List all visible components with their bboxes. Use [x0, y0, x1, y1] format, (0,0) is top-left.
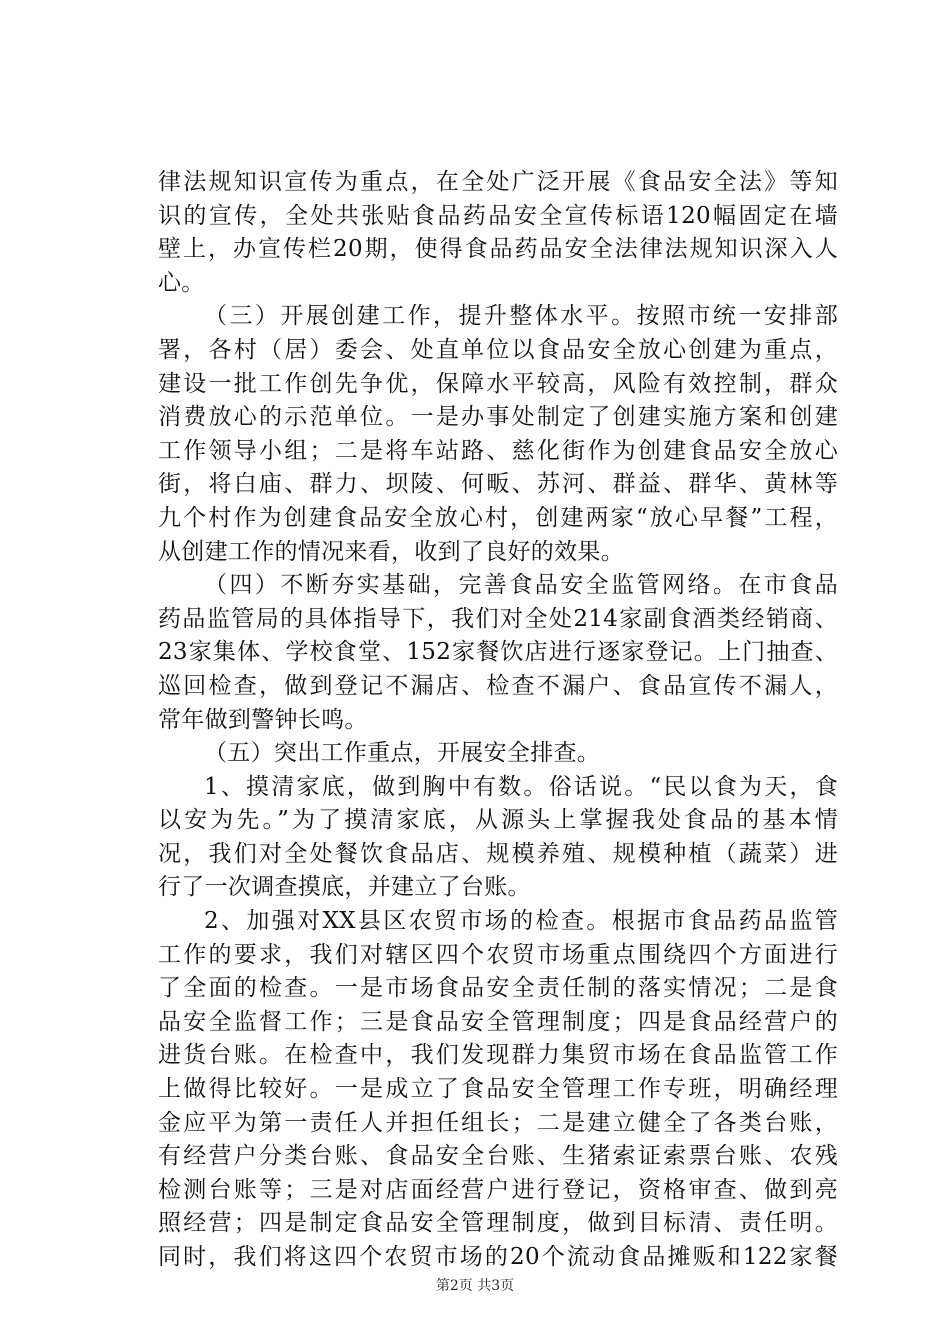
text-line: 有经营户分类台账、食品安全台账、生猪索证索票台账、农残	[158, 1143, 838, 1170]
page-footer: 第2页 共3页	[435, 1278, 515, 1294]
text-line: 检测台账等；三是对店面经营户进行登记，资格审查、做到亮	[158, 1176, 838, 1203]
text-line: 巡回检查，做到登记不漏店、检查不漏户、食品宣传不漏人，	[158, 672, 838, 699]
text-line: 金应平为第一责任人并担任组长；二是建立健全了各类台账，	[158, 1109, 838, 1136]
document-body	[158, 166, 838, 1275]
text-line: 行了一次调查摸底，并建立了台账。	[158, 874, 531, 901]
text-line: 从创建工作的情况来看，收到了良好的效果。	[158, 538, 624, 565]
text-line: 况，我们对全处餐饮食品店、规模养殖、规模种植（蔬菜）进	[158, 840, 838, 867]
text-line: 壁上，办宣传栏20期，使得食品药品安全法律法规知识深入人	[158, 236, 838, 263]
text-line: 上做得比较好。一是成立了食品安全管理工作专班，明确经理	[158, 1076, 838, 1103]
text-line: 同时，我们将这四个农贸市场的20个流动食品摊贩和122家餐	[158, 1244, 838, 1270]
text-line: 品安全监督工作；三是食品安全管理制度；四是食品经营户的	[158, 1008, 838, 1035]
text-line: （五）突出工作重点，开展安全排查。	[204, 740, 601, 767]
text-line: 工作领导小组；二是将车站路、慈化街作为创建食品安全放心	[158, 437, 838, 464]
text-line: 了全面的检查。一是市场食品安全责任制的落实情况；二是食	[158, 975, 838, 1002]
text-line: 2、加强对XX县区农贸市场的检查。根据市食品药品监管	[204, 908, 838, 935]
text-line: 药品监管局的具体指导下，我们对全处214家副食酒类经销商、	[158, 605, 838, 632]
text-line: 常年做到警钟长鸣。	[158, 706, 368, 733]
text-line: 律法规知识宣传为重点，在全处广泛开展《食品安全法》等知	[158, 169, 838, 195]
text-line: 署，各村（居）委会、处直单位以食品安全放心创建为重点，	[158, 336, 838, 363]
text-line: 1、摸清家底，做到胸中有数。俗话说。“民以食为天，食	[204, 773, 838, 800]
text-line: 九个村作为创建食品安全放心村，创建两家“放心早餐”工程，	[158, 504, 838, 531]
text-line: 心。	[158, 269, 205, 296]
text-line: （四）不断夯实基础，完善食品安全监管网络。在市食品	[204, 572, 838, 599]
text-line: 消费放心的示范单位。一是办事处制定了创建实施方案和创建	[158, 404, 838, 431]
text-line: 街，将白庙、群力、坝陵、何畈、苏河、群益、群华、黄林等	[158, 471, 838, 498]
text-line: 以安为先。”为了摸清家底，从源头上掌握我处食品的基本情	[158, 807, 838, 834]
text-line: 工作的要求，我们对辖区四个农贸市场重点围绕四个方面进行	[158, 941, 838, 968]
text-line: （三）开展创建工作，提升整体水平。按照市统一安排部	[204, 303, 838, 330]
text-line: 23家集体、学校食堂、152家餐饮店进行逐家登记。上门抽查、	[158, 639, 838, 666]
text-line: 照经营；四是制定食品安全管理制度，做到目标清、责任明。	[158, 1210, 838, 1237]
text-line: 进货台账。在检查中，我们发现群力集贸市场在食品监管工作	[158, 1042, 838, 1069]
text-line: 识的宣传，全处共张贴食品药品安全宣传标语120幅固定在墙	[158, 202, 838, 229]
text-line: 建设一批工作创先争优，保障水平较高，风险有效控制，群众	[158, 370, 838, 397]
